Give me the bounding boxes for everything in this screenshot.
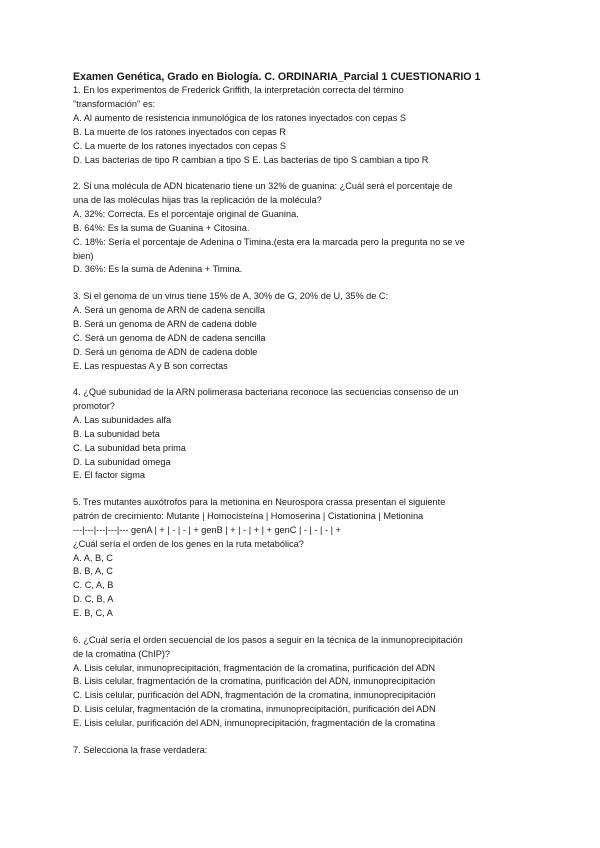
question-line: D. Lisis celular, fragmentación de la cromatina, inmunoprecipitación, purificación del ADN <box>73 704 436 715</box>
question-line: E. Lisis celular, purificación del ADN, inmunoprecipitación, fragmentación de la cromatina <box>73 718 436 729</box>
question-line: B. B, A, C <box>73 566 113 577</box>
question-line: D. C, B, A <box>73 594 114 605</box>
question-line: B. Lisis celular, fragmentación de la cromatina, purificación del ADN, inmunoprecipitación <box>73 676 436 687</box>
question-text: 7. Selecciona la frase verdadera: <box>73 744 208 755</box>
question-list <box>73 84 533 758</box>
question-line: D. Será un genoma de ADN de cadena doble <box>73 346 258 357</box>
question-7 <box>73 744 533 758</box>
question-line: D. Las bacterias de tipo R cambian a tipo S E. Las bacterias de tipo S cambian a tipo R <box>73 154 429 165</box>
question-text: 5. Tres mutantes auxótrofos para la metionina en Neurospora crassa presentan el siguiente <box>73 496 446 507</box>
question-line: C. La subunidad beta prima <box>73 442 186 453</box>
question-line: C. La muerte de los ratones inyectados con cepas S <box>73 140 286 151</box>
question-line: A. Al aumento de resistencia inmunológica de los ratones inyectados con cepas S <box>73 112 406 123</box>
question-line: bien) <box>73 250 94 261</box>
document-content <box>73 70 533 758</box>
question-line: C. Será un genoma de ADN de cadena sencilla <box>73 332 266 343</box>
question-line: A. Lisis celular, inmunoprecipitación, fragmentación de la cromatina, purificación del ADN <box>73 662 436 673</box>
question-line: E. B, C, A <box>73 608 113 619</box>
question-6 <box>73 634 533 731</box>
question-line: D. La subunidad omega <box>73 456 171 467</box>
question-line: C. Lisis celular, purificación del ADN, fragmentación de la cromatina, inmunoprecipitación <box>73 690 436 701</box>
question-line: ---|---|---|---|--- genA | + | - | - | + genB | + | - | + | + genC | - | - | - | + <box>73 524 341 535</box>
question-line: E. Las respuestas A y B son correctas <box>73 360 228 371</box>
question-line: A. A, B, C <box>73 552 113 563</box>
question-line: ¿Cuál sería el orden de los genes en la ruta metabólica? <box>73 538 304 549</box>
question-line: B. La muerte de los ratones inyectados con cepas R <box>73 126 286 137</box>
question-text: 1. En los experimentos de Frederick Griffith, la interpretación correcta del término <box>73 85 404 95</box>
question-1 <box>73 84 533 167</box>
document-title: Examen Genética, Grado en Biología. C. ORDINARIA_Parcial 1 CUESTIONARIO 1 <box>73 71 481 83</box>
question-text: 6. ¿Cuál sería el orden secuencial de los pasos a seguir en la técnica de la inmunoprecipitación <box>73 634 463 645</box>
question-line: A. Será un genoma de ARN de cadena sencilla <box>73 304 266 315</box>
question-2 <box>73 180 533 277</box>
question-line: una de las moléculas hijas tras la replicación de la molécula? <box>73 194 322 205</box>
question-line: "transformación" es: <box>73 98 156 109</box>
question-text: 2. Si una molécula de ADN bicatenario tiene un 32% de guanina: ¿Cuál será el porcentaje de <box>73 181 453 192</box>
question-line: patrón de crecimiento: Mutante | Homocisteína | Homoserina | Cistationina | Metionina <box>73 510 424 521</box>
question-3 <box>73 290 533 373</box>
question-4 <box>73 386 533 483</box>
question-5 <box>73 496 533 621</box>
question-line: promotor? <box>73 400 115 411</box>
question-line: B. Será un genoma de ARN de cadena doble <box>73 318 257 329</box>
question-line: A. Las subunidades alfa <box>73 414 172 425</box>
question-line: B. 64%: Es la suma de Guanina + Citosina. <box>73 222 250 233</box>
question-line: A. 32%: Correcta. Es el porcentaje original de Guanina. <box>73 208 299 219</box>
question-line: de la cromatina (ChIP)? <box>73 648 171 659</box>
question-text: 3. Si el genoma de un virus tiene 15% de A, 30% de G, 20% de U, 35% de C: <box>73 290 389 301</box>
question-line: B. La subunidad beta <box>73 428 160 439</box>
question-line: E. El factor sigma <box>73 470 145 481</box>
question-line: C. 18%: Sería el porcentaje de Adenina o Timina.(esta era la marcada pero la pregunta no se ve <box>73 236 465 247</box>
question-text: 4. ¿Qué subunidad de la ARN polimerasa bacteriana reconoce las secuencias consenso de un <box>73 387 459 397</box>
question-line: C. C, A, B <box>73 580 114 591</box>
question-line: D. 36%: Es la suma de Adenina + Timina. <box>73 264 243 275</box>
